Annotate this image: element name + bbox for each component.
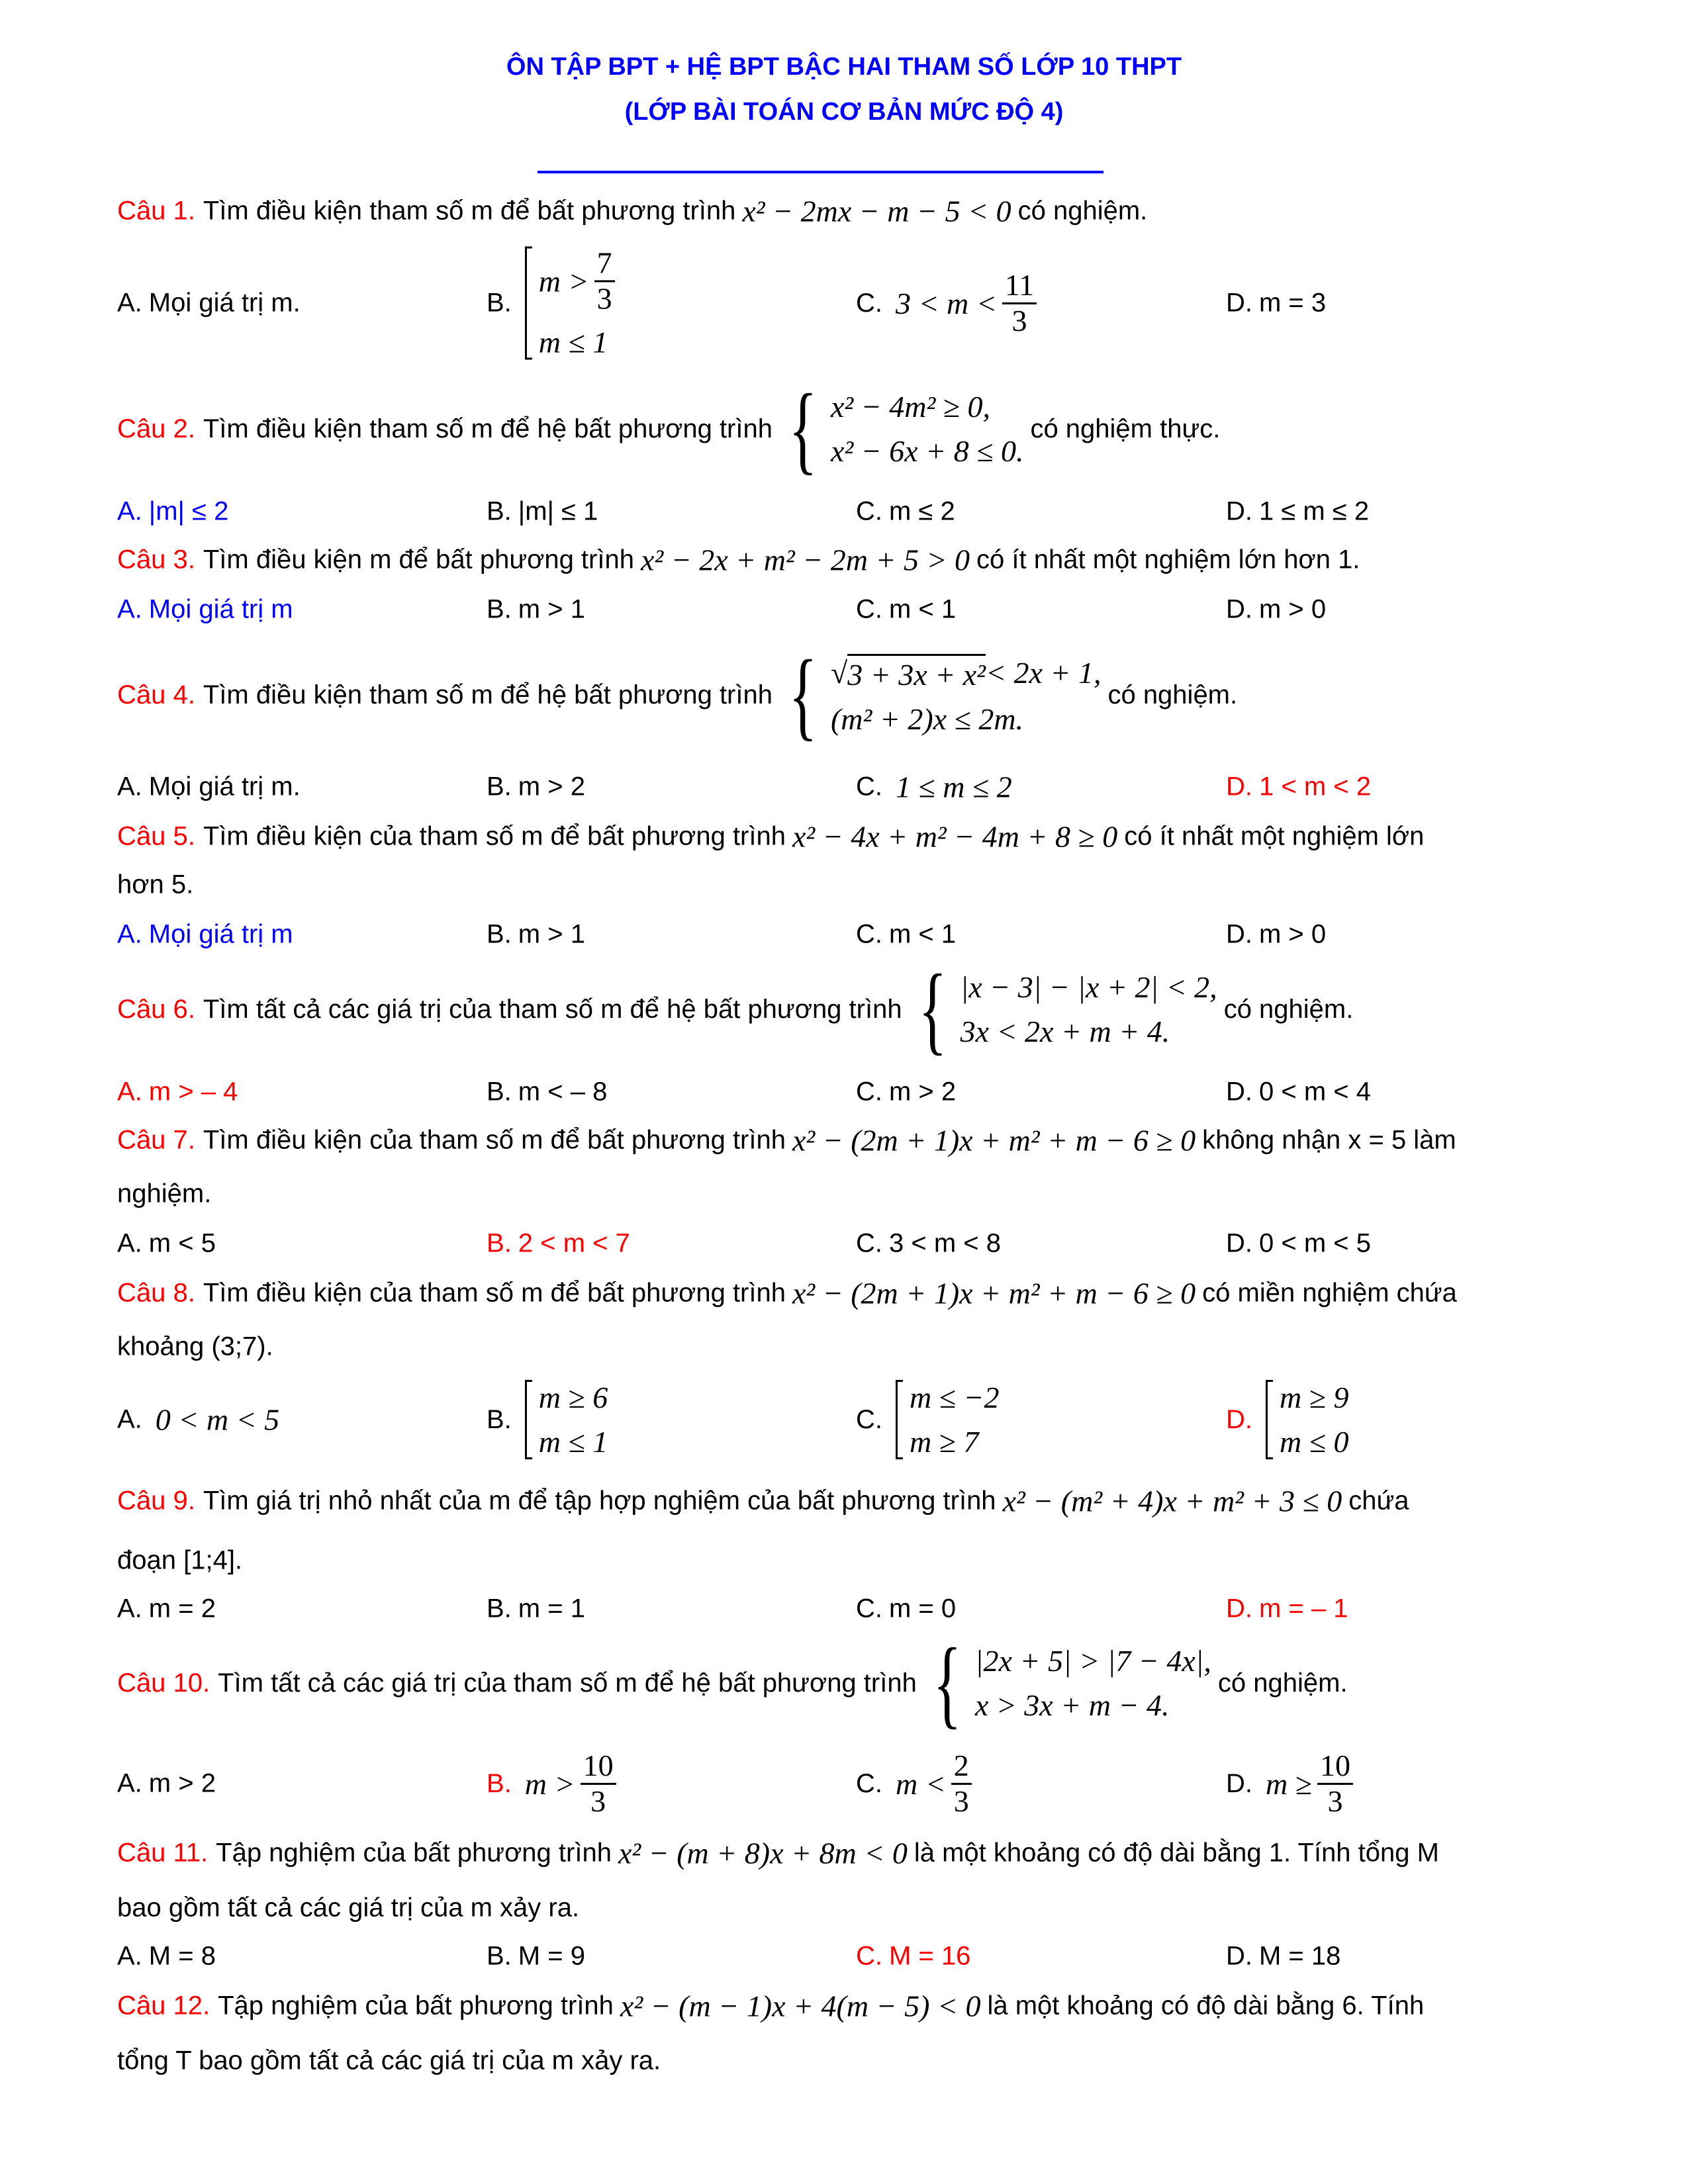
answer-option-a[interactable]	[117, 1229, 216, 1259]
option-text: m > 2	[518, 772, 585, 801]
math-expression	[618, 1836, 908, 1871]
option-label: A.	[117, 1404, 142, 1434]
fraction-expression	[525, 1749, 616, 1818]
fraction	[1317, 1749, 1353, 1818]
math-line: 3x < 2x + m + 4.	[960, 1015, 1170, 1048]
answer-option-d[interactable]	[1226, 1594, 1348, 1624]
question-label: Câu 4.	[117, 680, 195, 709]
question-6	[117, 954, 1354, 1064]
answer-option-b[interactable]	[487, 1594, 585, 1624]
option-label: A.	[117, 496, 142, 526]
math-expression	[779, 374, 1024, 484]
fraction-expression	[1266, 1749, 1353, 1818]
option-label: D.	[1226, 288, 1252, 318]
option-text: 0 < m < 5	[1259, 1228, 1371, 1258]
bracket-lines	[1280, 1380, 1348, 1459]
fraction	[951, 1749, 972, 1818]
question-10	[117, 1628, 1348, 1738]
answer-option-a[interactable]	[117, 1077, 238, 1107]
option-text: M = 8	[148, 1941, 216, 1971]
fraction-prefix: m >	[524, 1766, 575, 1801]
math-expression	[792, 1276, 1196, 1311]
question-continuation: hơn 5.	[117, 870, 194, 899]
question-text: Tìm điều kiện của tham số m để bất phương trình	[203, 1125, 786, 1155]
option-label: C.	[856, 288, 882, 318]
option-label: A.	[117, 1077, 142, 1107]
question-label: Câu 7.	[117, 1125, 195, 1155]
bracket-or-icon	[525, 246, 532, 359]
option-label: C.	[856, 594, 882, 624]
question-4	[117, 640, 1238, 750]
option-label: C.	[856, 1404, 882, 1434]
math-expression	[896, 1380, 1000, 1459]
option-text: m = 2	[148, 1594, 216, 1623]
brace-and-icon: {	[917, 954, 947, 1064]
answer-option-b[interactable]	[487, 246, 622, 359]
option-label: C.	[856, 1077, 882, 1107]
question-text-end: có nghiệm.	[1217, 1668, 1348, 1698]
question-text-end: không nhận x = 5 làm	[1202, 1125, 1456, 1155]
fraction-denominator: 3	[1327, 1784, 1343, 1818]
question-text-end: có nghiệm thực.	[1030, 414, 1221, 443]
answer-option-b[interactable]	[487, 497, 598, 527]
fraction-prefix: m <	[896, 1766, 946, 1801]
math-expression	[742, 194, 1011, 229]
option-label: B.	[487, 288, 512, 318]
option-label: D.	[1226, 1594, 1252, 1623]
question-label: Câu 3.	[117, 545, 195, 574]
option-text: 3 < m < 8	[889, 1228, 1001, 1258]
option-label: B.	[487, 1941, 512, 1971]
option-text: m = – 1	[1259, 1594, 1348, 1623]
answer-option-d[interactable]	[1226, 1077, 1371, 1107]
option-label: C.	[856, 1594, 882, 1623]
answer-option-b[interactable]	[487, 1942, 585, 1972]
math-expression	[779, 640, 1102, 750]
question-label: Câu 12.	[117, 1991, 211, 2021]
bracket-lines	[539, 246, 615, 359]
option-label: D.	[1226, 772, 1252, 801]
math-expression	[620, 1989, 981, 2024]
question-text-end: có ít nhất một nghiệm lớn hơn 1.	[976, 545, 1360, 574]
system-lines	[831, 654, 1101, 737]
fraction	[1002, 269, 1037, 338]
question-text-end: có nghiệm.	[1223, 994, 1354, 1024]
answer-option-c[interactable]	[856, 1594, 956, 1624]
answer-option-b[interactable]	[487, 1229, 630, 1259]
answer-option-d[interactable]	[1226, 920, 1326, 950]
document-title: ÔN TẬP BPT + HỆ BPT BẬC HAI THAM SỐ LỚP 10 THPT	[506, 53, 1182, 81]
fraction-numerator: 7	[594, 246, 615, 282]
option-label: D.	[1226, 1228, 1252, 1258]
math-expression	[896, 770, 1012, 805]
question-text-end: chứa	[1348, 1486, 1409, 1516]
math-line: x² − 4m² ≥ 0,	[830, 390, 990, 424]
math-line: (m² + 2)x ≤ 2m.	[830, 702, 1024, 736]
answer-option-c[interactable]	[856, 1749, 978, 1818]
answer-option-c[interactable]	[856, 920, 956, 950]
option-label: A.	[117, 594, 142, 624]
bracket-lines	[539, 1380, 608, 1459]
option-text: Mọi giá trị m.	[148, 288, 301, 318]
math-expression	[1266, 1380, 1348, 1459]
answer-option-b[interactable]	[487, 1077, 607, 1107]
option-label: B.	[487, 1404, 512, 1434]
math-expression	[641, 543, 970, 578]
math-text: x² − (2m + 1)x + m² + m − 6 ≥ 0	[792, 1276, 1196, 1310]
math-expression	[896, 1749, 972, 1818]
answer-option-d[interactable]	[1226, 1380, 1355, 1459]
brace-and-icon: {	[788, 640, 818, 750]
question-1	[117, 194, 1147, 229]
option-label: C.	[856, 496, 882, 526]
option-text: Mọi giá trị m	[148, 919, 293, 949]
bracket-or-icon	[525, 1380, 532, 1459]
question-9	[117, 1484, 1409, 1519]
math-text: x² − (2m + 1)x + m² + m − 6 ≥ 0	[792, 1123, 1196, 1158]
option-label: A.	[117, 1768, 142, 1798]
option-text: m < 1	[889, 594, 957, 624]
question-text: Tìm điều kiện của tham số m để bất phương trình	[203, 1278, 786, 1308]
question-2	[117, 374, 1221, 484]
sqrt-radicand: 3 + 3x + x²	[847, 654, 986, 692]
math-line: m ≥ 9	[1280, 1381, 1349, 1414]
answer-option-b[interactable]	[487, 1380, 614, 1459]
option-text: m > 2	[148, 1768, 216, 1798]
bracket-lines	[910, 1380, 1000, 1459]
math-line: x² − 6x + 8 ≤ 0.	[830, 434, 1024, 468]
option-text: 1 < m < 2	[1259, 772, 1371, 801]
option-text: m < 5	[148, 1228, 216, 1258]
brace-and-icon: {	[933, 1628, 962, 1738]
math-line: m ≥ 6	[538, 1381, 608, 1414]
system-lines	[831, 389, 1023, 469]
option-label: B.	[487, 919, 512, 949]
answer-option-d[interactable]	[1226, 1942, 1340, 1972]
answer-option-a[interactable]	[117, 1942, 216, 1972]
question-11	[117, 1836, 1439, 1871]
answer-option-a[interactable]	[117, 1769, 216, 1799]
brace-and-icon: {	[788, 374, 818, 484]
option-label: B.	[487, 1228, 512, 1258]
fraction	[594, 246, 615, 315]
option-text: |m| ≤ 1	[518, 496, 598, 526]
math-line: m ≤ 0	[1280, 1425, 1349, 1459]
option-label: D.	[1226, 1077, 1252, 1107]
question-text: Tập nghiệm của bất phương trình	[218, 1991, 614, 2021]
option-label: A.	[117, 288, 142, 318]
option-label: B.	[487, 496, 512, 526]
math-text: 1 ≤ m ≤ 2	[896, 770, 1012, 804]
option-label: C.	[856, 1768, 882, 1798]
math-expression	[909, 954, 1217, 1064]
option-label: B.	[487, 594, 512, 624]
sqrt-rest: < 2x + 1,	[985, 656, 1102, 690]
math-expression	[525, 246, 615, 359]
math-text: x² − 2mx − m − 5 < 0	[742, 194, 1011, 228]
option-text: M = 16	[889, 1941, 971, 1971]
question-text: Tìm điều kiện của tham số m để bất phương trình	[203, 821, 786, 851]
math-text: x² − (m² + 4)x + m² + 3 ≤ 0	[1002, 1484, 1342, 1518]
question-text-end: có nghiệm.	[1017, 196, 1148, 226]
fraction-expression	[896, 269, 1037, 338]
answer-option-c[interactable]	[856, 1077, 956, 1107]
math-expression	[1266, 1749, 1353, 1818]
question-12	[117, 1989, 1424, 2024]
math-line: x > 3x + m − 4.	[974, 1688, 1170, 1722]
answer-option-b[interactable]	[487, 920, 585, 950]
question-7	[117, 1123, 1456, 1158]
document-subtitle: (LỚP BÀI TOÁN CƠ BẢN MỨC ĐỘ 4)	[624, 98, 1064, 126]
answer-option-d[interactable]	[1226, 595, 1326, 625]
question-text: Tìm điều kiện tham số m để bất phương trình	[203, 196, 736, 226]
math-expression	[792, 819, 1117, 854]
math-line: |2x + 5| > |7 − 4x|,	[974, 1644, 1211, 1678]
question-text: Tìm điều kiện tham số m để hệ bất phương trình	[203, 414, 773, 443]
answer-option-a[interactable]	[117, 772, 301, 802]
option-text: m ≤ 2	[889, 496, 955, 526]
answer-option-d[interactable]	[1226, 772, 1371, 802]
option-label: D.	[1226, 1941, 1252, 1971]
question-continuation: khoảng (3;7).	[117, 1332, 273, 1361]
fraction-numerator: 10	[1317, 1749, 1353, 1785]
answer-option-c[interactable]	[856, 595, 956, 625]
math-line: m ≤ −2	[910, 1381, 1000, 1414]
option-label: C.	[856, 919, 882, 949]
answer-option-a[interactable]	[117, 497, 228, 527]
option-text: m > 1	[518, 919, 585, 949]
answer-option-a[interactable]	[117, 920, 293, 950]
answer-option-a[interactable]	[117, 595, 293, 625]
fraction-denominator: 3	[953, 1784, 969, 1818]
answer-option-c[interactable]	[856, 1942, 970, 1972]
question-text: Tập nghiệm của bất phương trình	[216, 1838, 612, 1868]
option-text: M = 9	[518, 1941, 585, 1971]
option-label: A.	[117, 772, 142, 801]
answer-option-d[interactable]	[1226, 1749, 1360, 1818]
question-text-end: là một khoảng có độ dài bằng 1. Tính tổng M	[914, 1838, 1439, 1868]
option-text: m < 1	[889, 919, 957, 949]
math-text: 0 < m < 5	[155, 1402, 280, 1437]
fraction-denominator: 3	[596, 281, 612, 315]
math-line: |x − 3| − |x + 2| < 2,	[960, 970, 1217, 1004]
fraction-prefix: m ≥	[1266, 1766, 1312, 1801]
option-text: |m| ≤ 2	[148, 496, 229, 526]
question-label: Câu 1.	[117, 196, 195, 226]
fraction-numerator: 11	[1002, 269, 1037, 304]
fraction-prefix: 3 < m <	[896, 286, 997, 320]
option-text: m = 0	[889, 1594, 957, 1623]
math-text: x² − (m − 1)x + 4(m − 5) < 0	[620, 1989, 981, 2023]
fraction-expression	[896, 1749, 972, 1818]
question-text: Tìm điều kiện m để bất phương trình	[203, 545, 634, 574]
answer-option-c[interactable]	[856, 1380, 1006, 1459]
option-label: C.	[856, 1228, 882, 1258]
answer-option-c[interactable]	[856, 770, 1019, 805]
answer-option-b[interactable]	[487, 595, 585, 625]
math-text: x² − 4x + m² − 4m + 8 ≥ 0	[792, 819, 1118, 854]
question-label: Câu 5.	[117, 821, 195, 851]
answer-option-d[interactable]	[1226, 289, 1326, 318]
option-text: Mọi giá trị m.	[148, 772, 301, 801]
option-text: m > 1	[518, 594, 585, 624]
option-label: A.	[117, 919, 142, 949]
math-expression	[896, 269, 1037, 338]
math-line: m ≤ 1	[538, 325, 608, 359]
option-label: A.	[117, 1594, 142, 1623]
option-text: m > 2	[889, 1077, 957, 1107]
math-expression	[156, 1402, 279, 1437]
option-text: m > 0	[1259, 594, 1327, 624]
question-continuation: nghiệm.	[117, 1179, 212, 1208]
question-label: Câu 2.	[117, 414, 195, 443]
option-label: D.	[1226, 1404, 1252, 1434]
question-continuation: bao gồm tất cả các giá trị của m xảy ra.	[117, 1893, 580, 1923]
fraction-prefix: m >	[538, 264, 589, 298]
question-8	[117, 1276, 1457, 1311]
question-label: Câu 11.	[117, 1838, 209, 1868]
option-label: C.	[856, 1941, 882, 1971]
option-label: B.	[487, 1594, 512, 1623]
option-text: 1 ≤ m ≤ 2	[1259, 496, 1370, 526]
answer-option-c[interactable]	[856, 269, 1043, 338]
option-text: m = 3	[1259, 288, 1327, 318]
fraction-numerator: 2	[951, 1749, 972, 1785]
math-expression	[525, 1749, 616, 1818]
sqrt-expression	[831, 654, 1101, 692]
fraction-expression	[539, 246, 615, 315]
option-label: D.	[1226, 594, 1252, 624]
option-text: M = 18	[1259, 1941, 1341, 1971]
option-text: m = 1	[518, 1594, 585, 1623]
question-text: Tìm giá trị nhỏ nhất của m để tập hợp nghiệm của bất phương trình	[203, 1486, 996, 1516]
fraction-numerator: 10	[581, 1749, 616, 1785]
math-expression	[792, 1123, 1196, 1158]
math-line: m ≥ 7	[910, 1425, 979, 1459]
question-label: Câu 8.	[117, 1278, 195, 1308]
fraction-denominator: 3	[590, 1784, 606, 1818]
option-label: D.	[1226, 1768, 1252, 1798]
question-text-end: có ít nhất một nghiệm lớn	[1124, 821, 1425, 851]
bracket-or-icon	[896, 1380, 903, 1459]
option-label: D.	[1226, 919, 1252, 949]
answer-option-c[interactable]	[856, 497, 955, 527]
answer-option-d[interactable]	[1226, 1229, 1371, 1259]
option-label: A.	[117, 1941, 142, 1971]
answer-option-a[interactable]	[117, 1594, 216, 1624]
math-text: x² − 2x + m² − 2m + 5 > 0	[640, 543, 970, 577]
question-label: Câu 9.	[117, 1486, 195, 1516]
question-label: Câu 6.	[117, 994, 195, 1024]
sqrt-radical-icon: √	[830, 656, 848, 690]
option-text: m < – 8	[518, 1077, 608, 1107]
question-5	[117, 819, 1424, 854]
option-label: C.	[856, 772, 882, 801]
math-expression	[1003, 1484, 1342, 1519]
answer-option-a[interactable]	[117, 1402, 286, 1437]
system-lines	[961, 970, 1217, 1049]
option-text: Mọi giá trị m	[148, 594, 293, 624]
title-divider	[538, 171, 1103, 173]
question-text: Tìm tất cả các giá trị của tham số m để hệ bất phương trình	[203, 994, 902, 1024]
question-label: Câu 10.	[117, 1668, 211, 1698]
answer-option-c[interactable]	[856, 1229, 1001, 1259]
fraction-denominator: 3	[1011, 303, 1027, 338]
option-label: A.	[117, 1228, 142, 1258]
option-text: m > – 4	[148, 1077, 238, 1107]
answer-option-a[interactable]	[117, 289, 301, 318]
question-text-end: có miền nghiệm chứa	[1202, 1278, 1457, 1308]
answer-option-d[interactable]	[1226, 497, 1369, 527]
option-label: D.	[1226, 496, 1252, 526]
answer-option-b[interactable]	[487, 772, 585, 802]
question-continuation: tổng T bao gồm tất cả các giá trị của m xảy ra.	[117, 2046, 661, 2075]
question-text: Tìm điều kiện tham số m để hệ bất phương trình	[203, 680, 773, 709]
question-3	[117, 543, 1360, 578]
option-text: 0 < m < 4	[1259, 1077, 1371, 1107]
math-text: x² − (m + 8)x + 8m < 0	[618, 1836, 908, 1870]
question-continuation: đoạn [1;4].	[117, 1545, 243, 1575]
math-expression	[923, 1628, 1211, 1738]
fraction	[581, 1749, 616, 1818]
question-text: Tìm tất cả các giá trị của tham số m để hệ bất phương trình	[218, 1668, 917, 1698]
math-expression	[525, 1380, 608, 1459]
question-text-end: là một khoảng có độ dài bằng 6. Tính	[987, 1991, 1425, 2021]
option-text: 2 < m < 7	[518, 1228, 630, 1258]
math-line: m ≤ 1	[538, 1425, 608, 1459]
system-lines	[975, 1643, 1211, 1723]
question-text-end: có nghiệm.	[1107, 680, 1238, 709]
option-text: m > 0	[1259, 919, 1327, 949]
option-label: B.	[487, 1768, 512, 1798]
answer-option-b[interactable]	[487, 1749, 623, 1818]
bracket-or-icon	[1266, 1380, 1273, 1459]
option-label: B.	[487, 1077, 512, 1107]
option-label: B.	[487, 772, 512, 801]
